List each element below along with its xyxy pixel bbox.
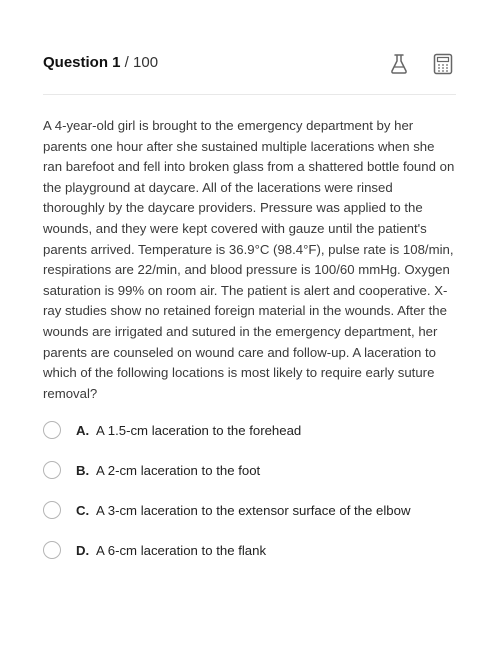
question-total: / 100 <box>120 54 159 71</box>
flask-icon[interactable] <box>387 52 411 76</box>
radio-button-a[interactable] <box>43 421 61 439</box>
option-letter: B. <box>76 462 90 478</box>
option-d[interactable] <box>43 530 463 570</box>
radio-button-b[interactable] <box>43 461 61 479</box>
option-text: A 3-cm laceration to the extensor surface of the elbow <box>96 502 411 518</box>
radio-button-c[interactable] <box>43 501 61 519</box>
option-letter: D. <box>76 542 90 558</box>
radio-button-d[interactable] <box>43 541 61 559</box>
question-number: Question 1 <box>43 54 121 71</box>
option-letter: C. <box>76 502 90 518</box>
header-divider <box>43 94 456 95</box>
option-b[interactable] <box>43 450 463 490</box>
option-text: A 1.5-cm laceration to the forehead <box>96 422 302 438</box>
calculator-icon[interactable] <box>431 52 455 76</box>
option-c[interactable] <box>43 490 463 530</box>
answer-options <box>43 410 463 570</box>
option-text: A 6-cm laceration to the flank <box>96 542 267 558</box>
question-stem: A 4-year-old girl is brought to the emergency department by her parents one hour after she sustained multiple lacerations when she ran barefoot and fell into broken glass from a shattered bottle found on the playground at daycare. All of the lacerations were rinsed thoroughly by the daycare providers. Pressure was applied to the wounds, and they were kept covered with gauze until the patient's parents arrived. Temperature is 36.9°C (98.4°F), pulse rate is 108/min, respirations are 22/min, and blood pressure is 100/60 mmHg. Oxygen saturation is 99% on room air. The patient is alert and cooperative. X-ray studies show no retained foreign material in the wounds. After the wounds are irrigated and sutured in the emergency department, her parents are counseled on wound care and follow-up. A laceration to which of the following locations is most likely to require early suture removal? <box>43 118 455 401</box>
option-a[interactable] <box>43 410 463 450</box>
option-letter: A. <box>76 422 90 438</box>
option-text: A 2-cm laceration to the foot <box>96 462 261 478</box>
question-counter <box>43 54 158 71</box>
question-header <box>43 52 456 82</box>
